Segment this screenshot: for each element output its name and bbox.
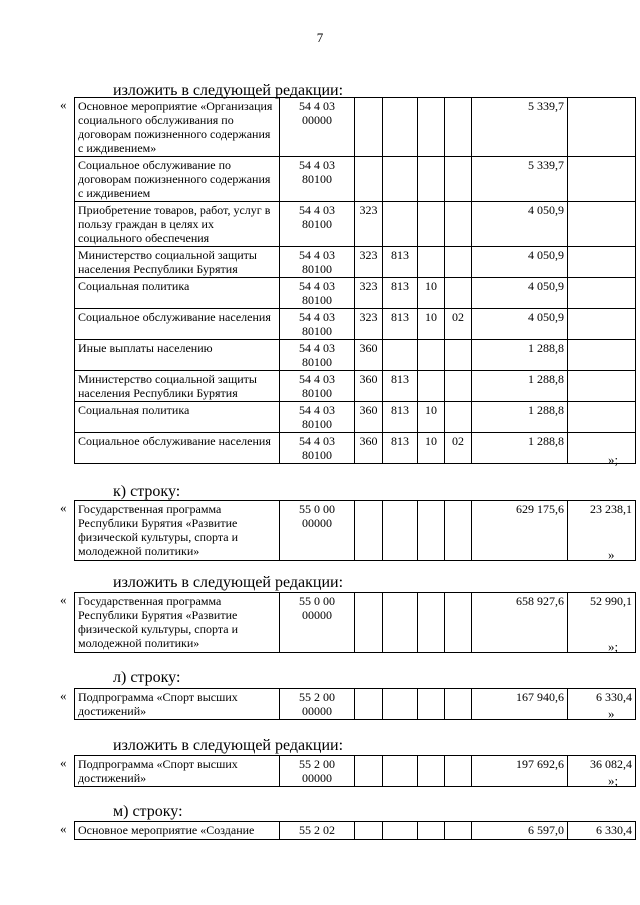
cell-c4: 02 (445, 309, 472, 340)
cell-v1: 4 050,9 (472, 309, 568, 340)
cell-name: Социальное обслуживание по договорам пожизненного содержания с иждивением (75, 157, 280, 202)
cell-c1: 323 (355, 309, 383, 340)
cell-code: 54 4 03 80100 (280, 371, 355, 402)
cell-name: Министерство социальной защиты населения Республики Бурятия (75, 371, 280, 402)
cell-c2 (383, 756, 418, 787)
cell-v2 (568, 309, 636, 340)
cell-c1 (355, 157, 383, 202)
budget-table-5 (74, 755, 636, 787)
budget-table-3 (74, 592, 636, 653)
cell-v1: 5 339,7 (472, 98, 568, 157)
cell-name: Подпрограмма «Спорт высших достижений» (75, 689, 280, 720)
cell-v1: 167 940,6 (472, 689, 568, 720)
cell-c4 (445, 157, 472, 202)
cell-code: 55 0 00 00000 (280, 593, 355, 653)
budget-table-6 (74, 821, 636, 840)
heading-item-l: л) строку: (113, 669, 181, 686)
cell-code: 54 4 03 80100 (280, 278, 355, 309)
close-quote: » (608, 547, 615, 562)
heading-edit-3: изложить в следующей редакции: (113, 737, 344, 754)
table-row (75, 402, 636, 433)
cell-name: Подпрограмма «Спорт высших достижений» (75, 756, 280, 787)
heading-edit-1: изложить в следующей редакции: (113, 82, 344, 99)
cell-c1: 360 (355, 340, 383, 371)
cell-code: 54 4 03 80100 (280, 202, 355, 247)
cell-code: 54 4 03 80100 (280, 433, 355, 464)
cell-code: 54 4 03 00000 (280, 98, 355, 157)
cell-c1 (355, 689, 383, 720)
open-quote: « (60, 821, 67, 836)
cell-c3 (418, 157, 445, 202)
close-quote: »; (608, 452, 619, 467)
cell-name: Социальное обслуживание населения (75, 309, 280, 340)
cell-v2 (568, 247, 636, 278)
table-row (75, 202, 636, 247)
cell-c4 (445, 247, 472, 278)
table-row (75, 371, 636, 402)
cell-v2: 6 330,4 (568, 822, 636, 840)
cell-c2 (383, 822, 418, 840)
cell-v1: 1 288,8 (472, 340, 568, 371)
cell-c1: 323 (355, 278, 383, 309)
cell-c4 (445, 501, 472, 561)
open-quote: « (60, 592, 67, 607)
open-quote: « (60, 688, 67, 703)
cell-code: 55 0 00 00000 (280, 501, 355, 561)
cell-v2: 52 990,1 (568, 593, 636, 653)
table-row (75, 433, 636, 464)
cell-c2: 813 (383, 402, 418, 433)
open-quote: « (60, 500, 67, 515)
cell-c2 (383, 593, 418, 653)
cell-v1: 6 597,0 (472, 822, 568, 840)
cell-c3 (418, 340, 445, 371)
cell-v1: 4 050,9 (472, 278, 568, 309)
cell-v2: 6 330,4 (568, 689, 636, 720)
cell-v2: 36 082,4 (568, 756, 636, 787)
cell-name: Иные выплаты населению (75, 340, 280, 371)
cell-code: 55 2 00 00000 (280, 756, 355, 787)
cell-v2 (568, 402, 636, 433)
cell-v2 (568, 340, 636, 371)
cell-c2 (383, 98, 418, 157)
heading-edit-2: изложить в следующей редакции: (113, 574, 344, 591)
table-row (75, 340, 636, 371)
cell-name: Приобретение товаров, работ, услуг в пользу граждан в целях их социального обеспечения (75, 202, 280, 247)
cell-v2 (568, 157, 636, 202)
table-row (75, 309, 636, 340)
cell-c1 (355, 593, 383, 653)
cell-c2: 813 (383, 433, 418, 464)
heading-item-k: к) строку: (113, 483, 181, 500)
heading-item-m: м) строку: (113, 803, 183, 820)
cell-c4 (445, 402, 472, 433)
cell-name: Министерство социальной защиты населения Республики Бурятия (75, 247, 280, 278)
cell-v1: 1 288,8 (472, 433, 568, 464)
table-row (75, 822, 636, 840)
cell-c1 (355, 756, 383, 787)
cell-v2: 23 238,1 (568, 501, 636, 561)
table-row (75, 247, 636, 278)
cell-name: Государственная программа Республики Бурятия «Развитие физической культуры, спорта и молодежной политики» (75, 593, 280, 653)
cell-v2 (568, 278, 636, 309)
cell-c1: 323 (355, 247, 383, 278)
cell-c3 (418, 247, 445, 278)
table-row (75, 593, 636, 653)
cell-c2 (383, 501, 418, 561)
budget-table-1 (74, 97, 636, 464)
cell-code: 54 4 03 80100 (280, 309, 355, 340)
cell-c4 (445, 278, 472, 309)
table-row (75, 98, 636, 157)
cell-c4 (445, 593, 472, 653)
cell-name: Основное мероприятие «Создание (75, 822, 280, 840)
cell-v1: 5 339,7 (472, 157, 568, 202)
table-row (75, 278, 636, 309)
budget-table-4 (74, 688, 636, 720)
cell-c3 (418, 756, 445, 787)
cell-c3: 10 (418, 278, 445, 309)
page-number: 7 (316, 30, 324, 45)
cell-c2: 813 (383, 371, 418, 402)
cell-v1: 629 175,6 (472, 501, 568, 561)
cell-code: 54 4 03 80100 (280, 157, 355, 202)
cell-code: 54 4 03 80100 (280, 402, 355, 433)
cell-c2 (383, 689, 418, 720)
cell-c4 (445, 689, 472, 720)
open-quote: « (60, 97, 67, 112)
cell-name: Социальная политика (75, 402, 280, 433)
open-quote: « (60, 755, 67, 770)
cell-c4 (445, 98, 472, 157)
cell-code: 55 2 02 (280, 822, 355, 840)
cell-c3 (418, 822, 445, 840)
cell-c4: 02 (445, 433, 472, 464)
cell-code: 55 2 00 00000 (280, 689, 355, 720)
cell-c3 (418, 371, 445, 402)
cell-c2 (383, 202, 418, 247)
cell-v2 (568, 433, 636, 464)
cell-c2 (383, 157, 418, 202)
table-row (75, 756, 636, 787)
cell-v1: 4 050,9 (472, 202, 568, 247)
cell-v2 (568, 98, 636, 157)
cell-v2 (568, 202, 636, 247)
cell-v1: 197 692,6 (472, 756, 568, 787)
cell-c1 (355, 501, 383, 561)
cell-c3: 10 (418, 309, 445, 340)
cell-c2: 813 (383, 278, 418, 309)
cell-c1: 360 (355, 371, 383, 402)
cell-v1: 1 288,8 (472, 371, 568, 402)
cell-c3: 10 (418, 402, 445, 433)
cell-c4 (445, 756, 472, 787)
cell-c3 (418, 501, 445, 561)
cell-name: Социальное обслуживание населения (75, 433, 280, 464)
cell-c1: 360 (355, 402, 383, 433)
table-row (75, 157, 636, 202)
cell-c4 (445, 822, 472, 840)
cell-c1 (355, 822, 383, 840)
close-quote: » (608, 706, 615, 721)
cell-c4 (445, 202, 472, 247)
cell-name: Основное мероприятие «Организация социального обслуживания по договорам пожизненного содержания с иждивением» (75, 98, 280, 157)
cell-c3 (418, 593, 445, 653)
cell-c3 (418, 98, 445, 157)
table-row (75, 501, 636, 561)
cell-c2: 813 (383, 247, 418, 278)
cell-v1: 4 050,9 (472, 247, 568, 278)
cell-c1: 323 (355, 202, 383, 247)
cell-v1: 658 927,6 (472, 593, 568, 653)
close-quote: »; (608, 773, 619, 788)
cell-code: 54 4 03 80100 (280, 247, 355, 278)
cell-c1 (355, 98, 383, 157)
cell-c2 (383, 340, 418, 371)
cell-c3 (418, 202, 445, 247)
cell-c4 (445, 340, 472, 371)
cell-name: Социальная политика (75, 278, 280, 309)
cell-v1: 1 288,8 (472, 402, 568, 433)
cell-c3: 10 (418, 433, 445, 464)
cell-v2 (568, 371, 636, 402)
cell-c3 (418, 689, 445, 720)
cell-c1: 360 (355, 433, 383, 464)
budget-table-2 (74, 500, 636, 561)
close-quote: »; (608, 639, 619, 654)
cell-name: Государственная программа Республики Бурятия «Развитие физической культуры, спорта и молодежной политики» (75, 501, 280, 561)
cell-code: 54 4 03 80100 (280, 340, 355, 371)
cell-c2: 813 (383, 309, 418, 340)
table-row (75, 689, 636, 720)
cell-c4 (445, 371, 472, 402)
